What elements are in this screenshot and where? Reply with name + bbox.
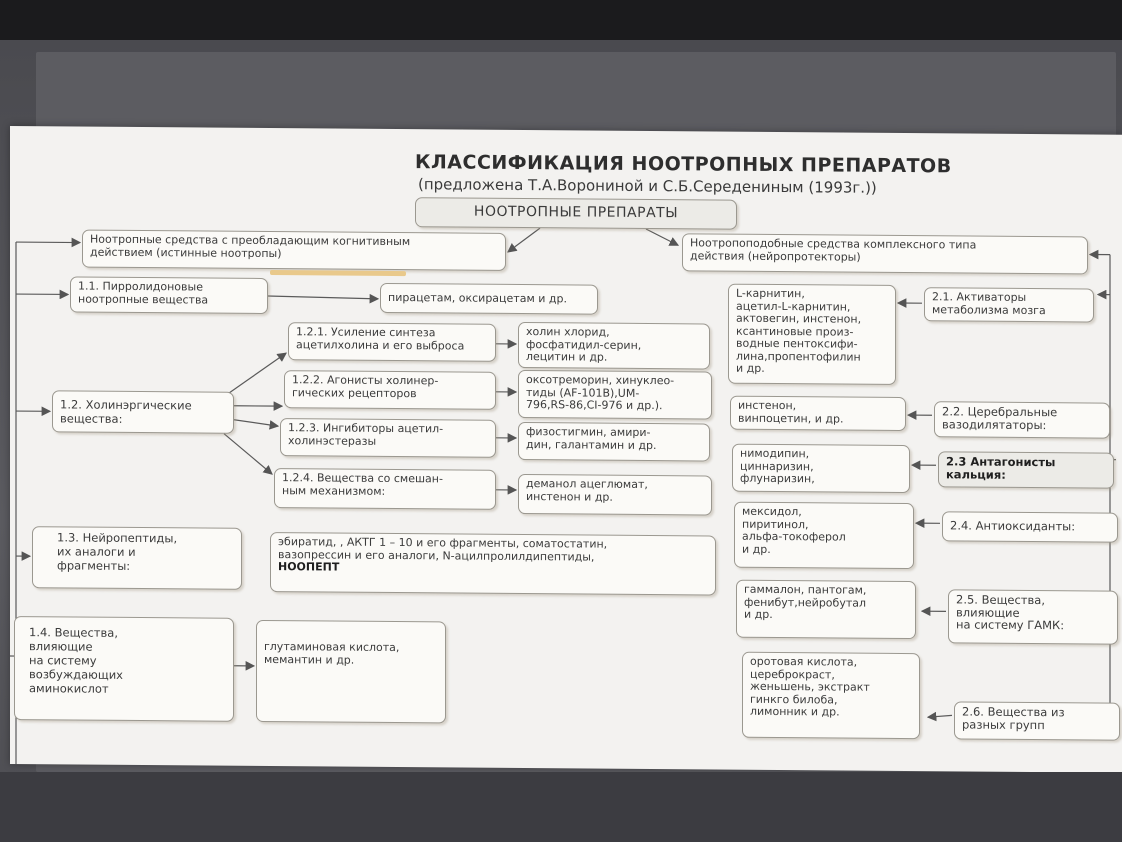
g25-label: 2.5. Вещества, влияющие на систему ГАМК: xyxy=(956,592,1065,633)
right-branch-header xyxy=(682,233,1088,274)
g11-label: 1.1. Пирролидоновые ноотропные вещества xyxy=(78,279,209,307)
right-header-label: Ноотропоподобные средства комплексного типа действия (нейропротекторы) xyxy=(690,236,977,264)
g14-examples: глутаминовая кислота, мемантин и др. xyxy=(264,639,400,667)
sub-1-2-1-examples xyxy=(518,322,710,370)
accent-underline xyxy=(270,270,406,276)
sub-1-2-2 xyxy=(284,370,496,410)
group-2-2 xyxy=(934,401,1110,438)
g25-examples: гаммалон, пантогам, фенибут,нейробутал и др. xyxy=(744,582,867,621)
sub-1-2-1 xyxy=(288,322,496,362)
edge-root-right xyxy=(646,229,678,245)
g26-label: 2.6. Вещества из разных групп xyxy=(962,704,1065,732)
root-label: НООТРОПНЫЕ ПРЕПАРАТЫ xyxy=(473,203,679,222)
g26-examples: оротовая кислота, цереброкраст, женьшень, экстракт гинкго билоба, лимонник и др. xyxy=(750,654,870,719)
group-2-6 xyxy=(954,701,1120,740)
g22-label: 2.2. Церебральные вазодилятаторы: xyxy=(942,404,1058,432)
group-1-1 xyxy=(70,276,268,314)
group-2-3-examples xyxy=(732,444,910,493)
group-1-4 xyxy=(14,616,234,722)
g22-examples: инстенон, винпоцетин, и др. xyxy=(738,398,844,426)
slide xyxy=(10,126,1122,773)
g23-examples: нимодипин, циннаризин, флунаризин, xyxy=(740,446,815,486)
group-2-6-examples xyxy=(742,652,920,739)
g13-examples-bold: НООПЕПТ xyxy=(278,560,340,574)
group-2-5-examples xyxy=(736,580,916,639)
g13-label: 1.3. Нейропептиды, их аналоги и фрагменты: xyxy=(57,530,178,573)
g11-examples: пирацетам, оксирацетам и др. xyxy=(388,290,567,306)
sub-1-2-3-examples xyxy=(518,422,710,462)
edge-left-header xyxy=(16,242,80,243)
g21-label: 2.1. Активаторы метаболизма мозга xyxy=(932,290,1046,317)
sub-1-2-3 xyxy=(280,418,496,458)
sub-122-examples: оксотреморин, хинуклео- тиды (AF-101B),UM- 796,RS-86,CI-976 и др.). xyxy=(526,373,675,413)
group-2-1-examples xyxy=(728,284,896,385)
slide-subtitle: (предложена Т.А.Ворониной и С.Б.Середениным (1993г.)) xyxy=(418,175,877,197)
group-2-1 xyxy=(924,287,1094,322)
sub-121-examples: холин хлорид, фосфатидил-серин, лецитин и др. xyxy=(526,325,642,364)
g13-examples: эбиратид, , АКТГ 1 – 10 и его фрагменты, соматостатин, вазопрессин и его аналоги, N-ацилпролилдипептиды, xyxy=(278,535,608,564)
edge-g26-ex xyxy=(928,715,952,717)
edge-g11-examples xyxy=(268,296,378,299)
edge-g12-121 xyxy=(228,353,286,394)
edge-root-left xyxy=(508,228,540,252)
edge-g12-124 xyxy=(224,434,272,474)
sub-122-label: 1.2.2. Агонисты холинер- гических рецепторов xyxy=(292,373,439,400)
g21-examples: L-карнитин, ацетил-L-карнитин, актовегин, инстенон, ксантиновые произ- водные пентоксифи- лина,пропентофилин и др. xyxy=(736,286,862,375)
sub-123-label: 1.2.3. Ингибиторы ацетил- холинэстеразы xyxy=(288,421,444,448)
group-1-1-examples xyxy=(380,283,598,315)
g12-label: 1.2. Холинэргические вещества: xyxy=(60,397,192,426)
sub-124-label: 1.2.4. Вещества со смешан- ным механизмом: xyxy=(282,471,443,498)
g14-label: 1.4. Вещества, влияющие на систему возбуждающих аминокислот xyxy=(29,625,123,696)
group-2-2-examples xyxy=(730,396,906,431)
left-branch-header xyxy=(82,230,506,271)
group-2-4-examples xyxy=(734,502,914,569)
sub-121-label: 1.2.1. Усиление синтеза ацетилхолина и его выброса xyxy=(296,325,465,353)
sub-1-2-4 xyxy=(274,468,496,510)
group-1-4-examples xyxy=(256,620,446,723)
left-header-label: Ноотропные средства с преобладающим когнитивным действием (истинные ноотропы) xyxy=(90,232,411,260)
g24-examples: мексидол, пиритинол, альфа-токоферол и др. xyxy=(742,504,846,556)
group-1-3-examples xyxy=(270,532,716,596)
slide-title: КЛАССИФИКАЦИЯ НООТРОПНЫХ ПРЕПАРАТОВ xyxy=(415,151,952,178)
root-node xyxy=(415,197,737,230)
edge-g12-123 xyxy=(234,420,278,426)
group-2-5 xyxy=(948,589,1118,644)
g24-label: 2.4. Антиоксиданты: xyxy=(950,518,1076,534)
sub-1-2-4-examples xyxy=(518,474,712,516)
sub-124-examples: деманол ацеглюмат, инстенон и др. xyxy=(526,477,648,504)
room-wall-top xyxy=(0,0,1122,40)
group-1-3 xyxy=(32,526,242,590)
room-floor-shadow xyxy=(0,772,1122,842)
g23-label: 2.3 Антагонисты кальция: xyxy=(946,454,1056,482)
sub-123-examples: физостигмин, амири- дин, галантамин и др. xyxy=(526,425,657,452)
group-1-2 xyxy=(52,390,234,433)
sub-1-2-2-examples xyxy=(518,370,712,420)
group-2-4 xyxy=(942,511,1118,542)
group-2-3 xyxy=(938,451,1114,488)
